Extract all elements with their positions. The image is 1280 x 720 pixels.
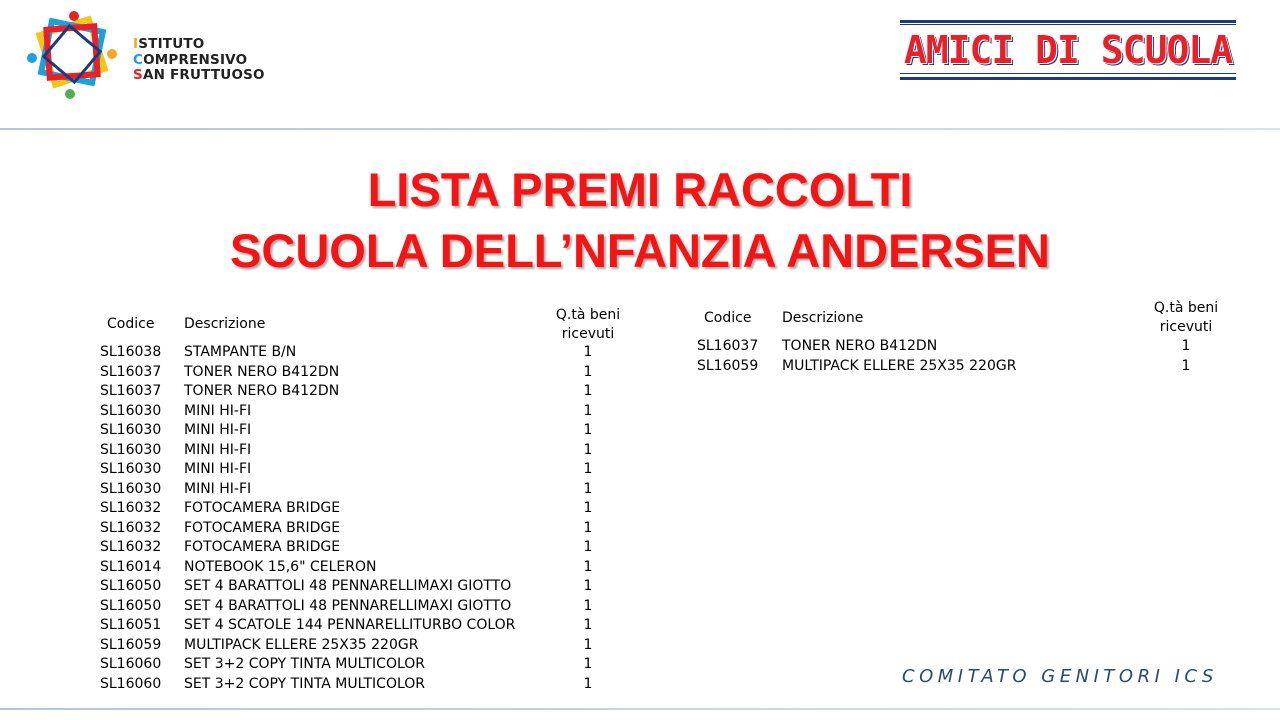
cell-code: SL16059 (697, 357, 759, 374)
cell-quantity: 1 (583, 636, 593, 653)
school-name (133, 37, 265, 84)
cell-description: FOTOCAMERA BRIDGE (184, 539, 341, 555)
cell-description: TONER NERO B412DN (184, 363, 340, 380)
footer-committee: COMITATO GENITORI ICS (902, 666, 1218, 687)
cell-code: SL16051 (100, 617, 162, 633)
cell-quantity: 1 (583, 422, 593, 438)
amici-di-scuola-logo (896, 18, 1240, 82)
header-divider (0, 128, 1280, 130)
cell-quantity: 1 (583, 617, 593, 633)
cell-code: SL16037 (100, 383, 162, 399)
amici-bottom-line (900, 77, 1236, 80)
header-codice: Codice (107, 316, 155, 332)
cell-quantity: 1 (583, 675, 593, 692)
cell-description: MINI HI-FI (184, 422, 252, 438)
cell-code: SL16014 (100, 558, 162, 575)
cell-code: SL16050 (100, 578, 162, 594)
school-name-line-1: ISTITUTO (133, 36, 205, 52)
cell-description: NOTEBOOK 15,6" CELERON (184, 558, 377, 575)
amici-top-line-thin (900, 24, 1236, 25)
cell-description: FOTOCAMERA BRIDGE (184, 519, 341, 536)
header-descrizione: Descrizione (184, 316, 266, 332)
cell-description: SET 4 BARATTOLI 48 PENNARELLIMAXI GIOTTO (184, 597, 512, 614)
cell-quantity: 1 (583, 656, 593, 672)
cell-code: SL16050 (100, 597, 162, 614)
cell-code: SL16030 (100, 402, 162, 419)
cell-quantity: 1 (583, 519, 593, 536)
cell-quantity: 1 (583, 558, 593, 575)
cell-quantity: 1 (583, 461, 593, 477)
header-descrizione: Descrizione (782, 310, 864, 326)
amici-bottom-line-thin (900, 73, 1236, 74)
cell-quantity: 1 (1181, 338, 1191, 354)
header-quantita: Q.tà beni ricevuti (555, 307, 621, 342)
cell-quantity: 1 (583, 383, 593, 399)
cell-description: MINI HI-FI (184, 402, 252, 419)
cell-description: FOTOCAMERA BRIDGE (184, 500, 341, 516)
footer-divider (0, 708, 1280, 710)
cell-code: SL16038 (100, 344, 162, 360)
cell-description: MINI HI-FI (184, 461, 252, 477)
cell-quantity: 1 (583, 500, 593, 516)
cell-quantity: 1 (1181, 357, 1191, 374)
cell-description: STAMPANTE B/N (184, 344, 297, 360)
cell-code: SL16030 (100, 441, 162, 458)
header-quantita: Q.tà beni ricevuti (1153, 300, 1219, 335)
cell-code: SL16030 (100, 461, 162, 477)
cell-description: TONER NERO B412DN (184, 383, 340, 399)
cell-description: TONER NERO B412DN (782, 338, 938, 354)
cell-description: SET 4 SCATOLE 144 PENNARELLITURBO COLOR (184, 617, 516, 633)
cell-quantity: 1 (583, 441, 593, 458)
cell-description: MINI HI-FI (184, 441, 252, 458)
header-codice: Codice (704, 310, 752, 326)
page-title-line-2: SCUOLA DELL’NFANZIA ANDERSEN (230, 224, 1050, 277)
cell-code: SL16030 (100, 480, 162, 497)
cell-code: SL16032 (100, 519, 162, 536)
cell-description: SET 3+2 COPY TINTA MULTICOLOR (184, 675, 426, 692)
cell-code: SL16030 (100, 422, 162, 438)
cell-quantity: 1 (583, 480, 593, 497)
cell-description: MULTIPACK ELLERE 25X35 220GR (184, 636, 419, 653)
cell-description: MINI HI-FI (184, 480, 252, 497)
cell-quantity: 1 (583, 539, 593, 555)
cell-code: SL16060 (100, 675, 162, 692)
school-name-line-2: COMPRENSIVO (133, 51, 248, 68)
cell-quantity: 1 (583, 402, 593, 419)
school-name-line-3: SAN FRUTTUOSO (133, 67, 265, 83)
cell-code: SL16059 (100, 636, 162, 653)
cell-code: SL16032 (100, 500, 162, 516)
amici-brand-text: AMICI DI SCUOLA (903, 28, 1233, 72)
cell-quantity: 1 (583, 578, 593, 594)
cell-code: SL16032 (100, 539, 162, 555)
cell-description: MULTIPACK ELLERE 25X35 220GR (782, 357, 1017, 374)
cell-description: SET 3+2 COPY TINTA MULTICOLOR (184, 656, 426, 672)
amici-top-line (900, 20, 1236, 23)
cell-code: SL16037 (100, 363, 162, 380)
school-logo-icon (24, 10, 120, 102)
cell-code: SL16060 (100, 656, 162, 672)
cell-quantity: 1 (583, 344, 593, 360)
cell-code: SL16037 (697, 338, 759, 354)
cell-description: SET 4 BARATTOLI 48 PENNARELLIMAXI GIOTTO (184, 578, 512, 594)
cell-quantity: 1 (583, 597, 593, 614)
cell-quantity: 1 (583, 363, 593, 380)
page-title-line-1: LISTA PREMI RACCOLTI (367, 163, 913, 216)
